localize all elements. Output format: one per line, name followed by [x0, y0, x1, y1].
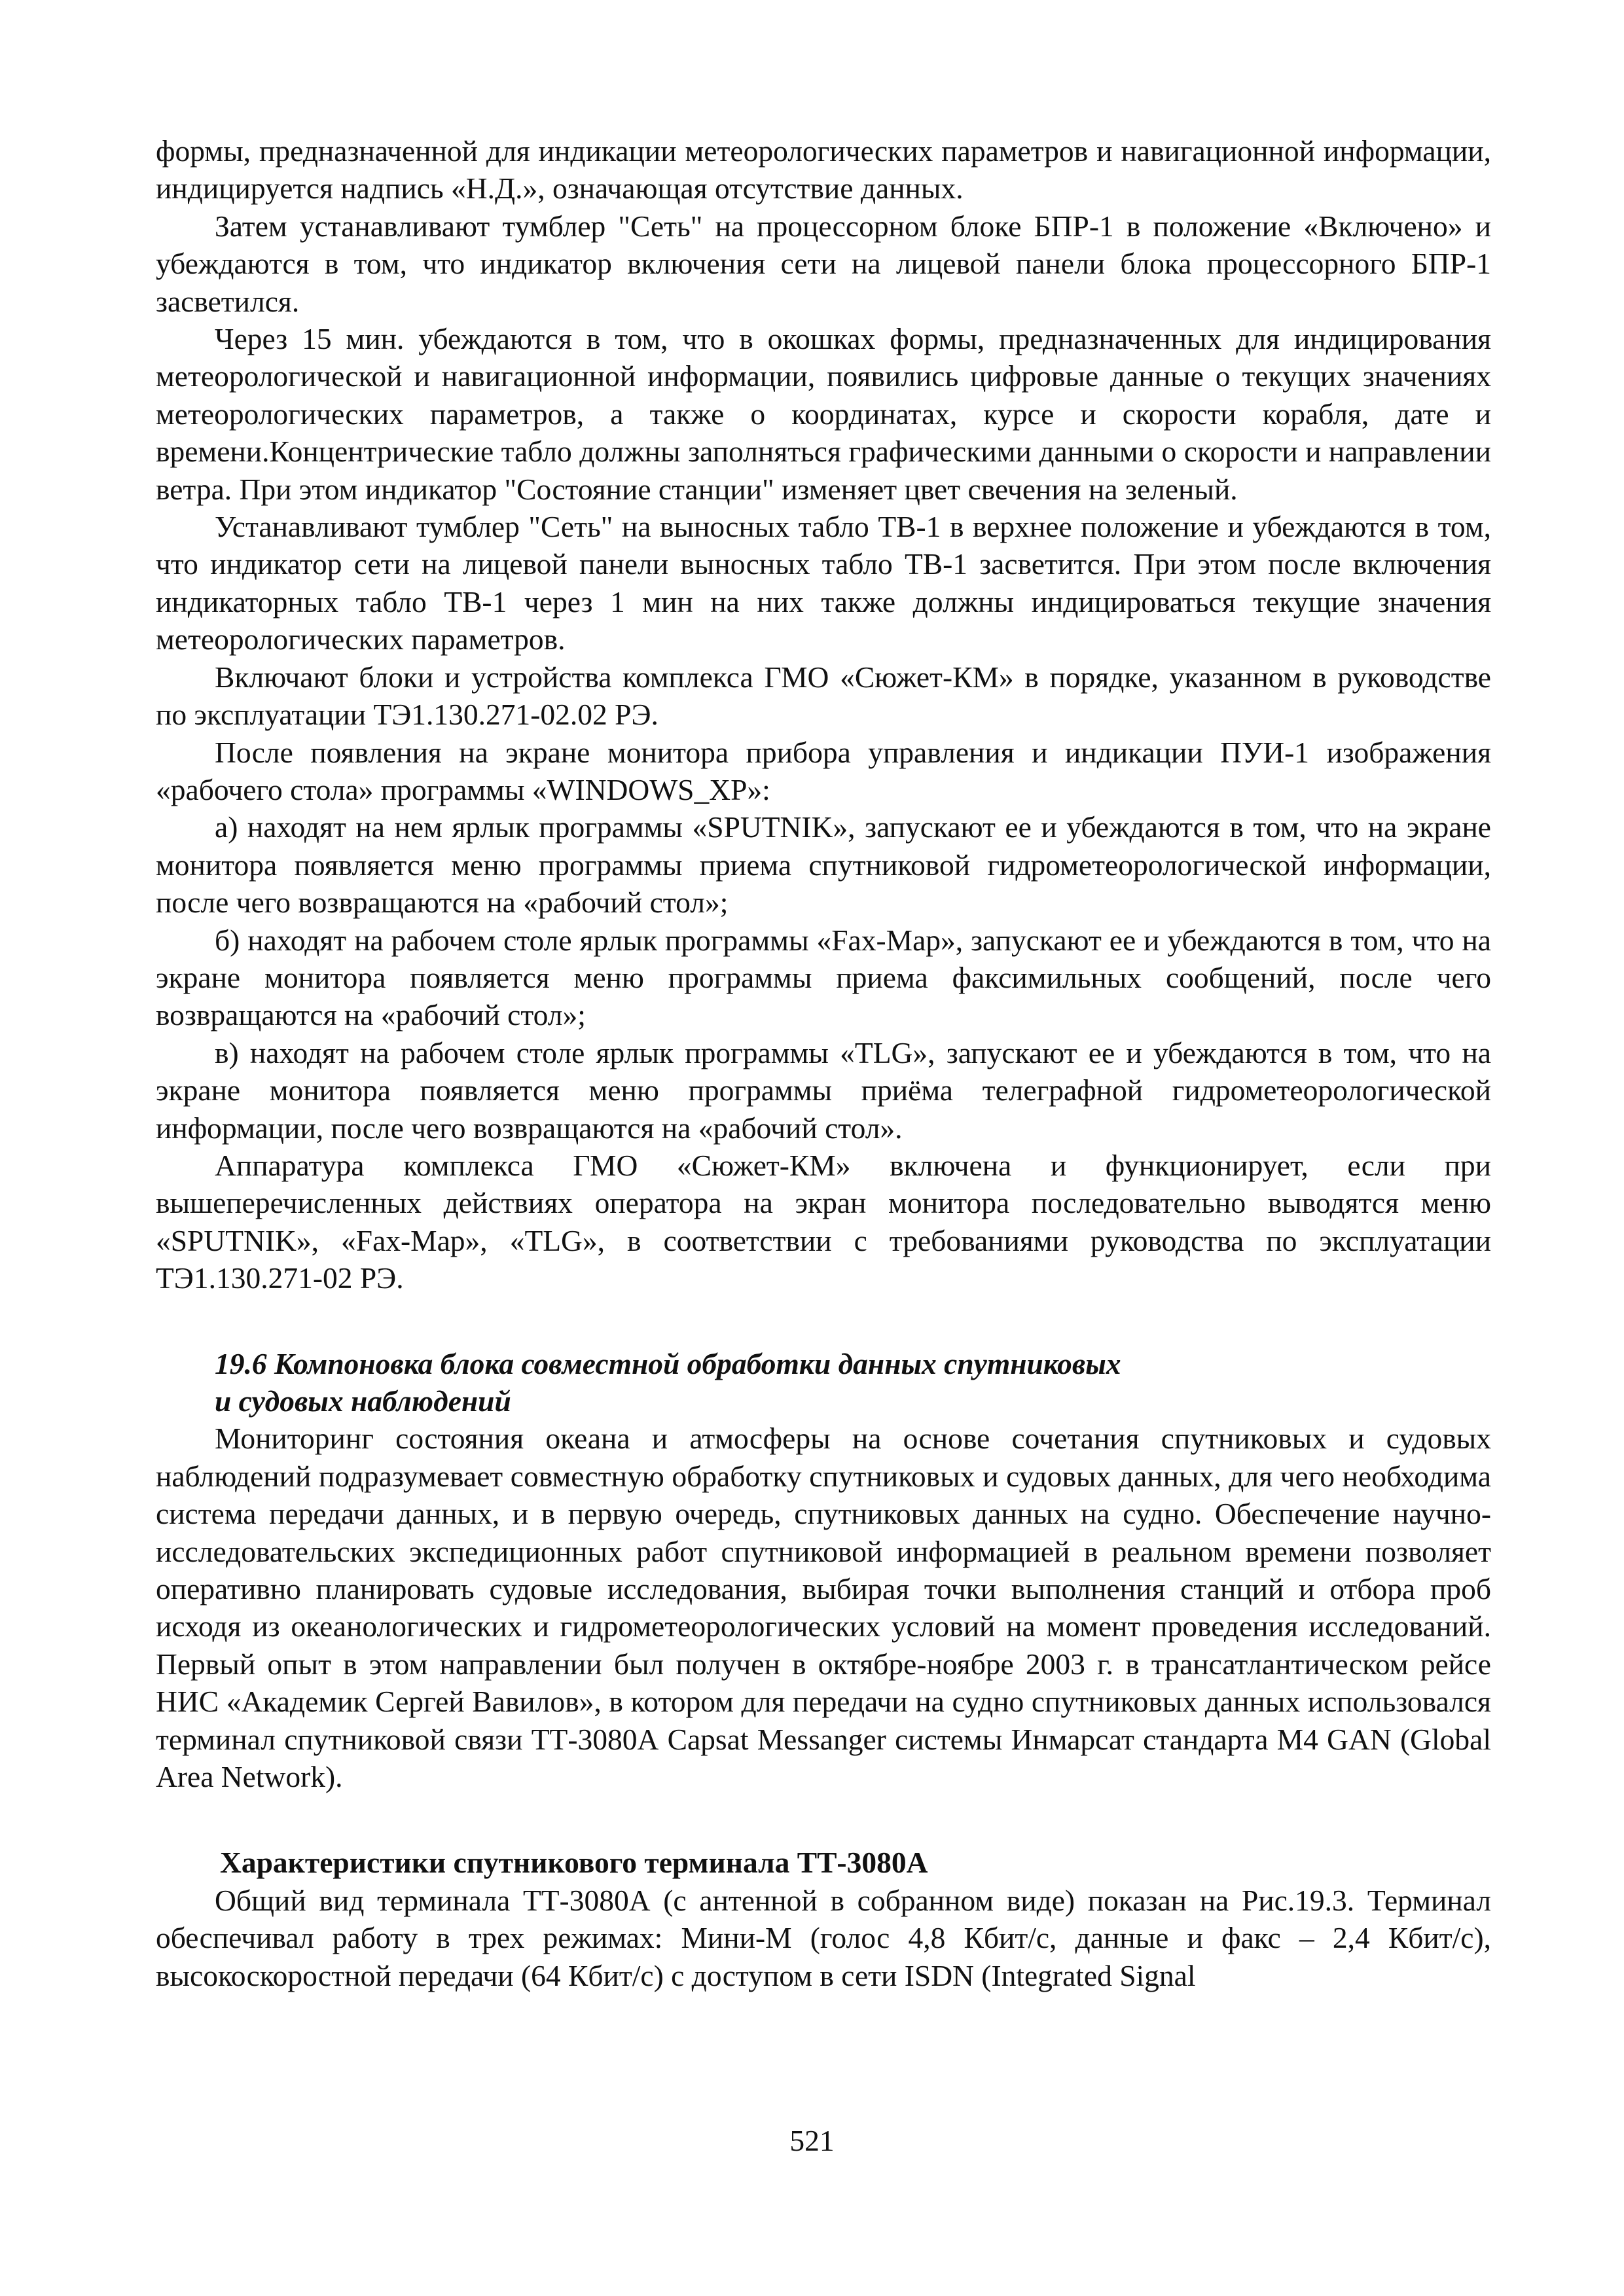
paragraph-enable-blocks: Включают блоки и устройства комплекса ГМО «Сюжет-КМ» в порядке, указанном в руководстве по эксплуатации ТЭ1.130.271-02.02 РЭ.: [156, 660, 1491, 732]
list-item-fax-map: б) находят на рабочем столе ярлык программы «Fax-Map», запускают ее и убеждаются в том, что на экране монитора появляется меню программы приема факсимильных сообщений, после чего возвращаются на «рабочий стол»;: [156, 923, 1491, 1032]
section-paragraph: Мониторинг состояния океана и атмосферы на основе сочетания спутниковых и судовых наблюдений подразумевает совместную обработку спутниковых и судовых данных, для чего необходима система передачи данных, и в первую очередь, спутниковых данных на судно. Обеспечение научно-исследовательских экспедиционных работ спутниковой информацией в реальном времени позволяет оперативно планировать судовые исследования, выбирая точки выполнения станций и отбора проб исходя из океанологических и гидрометеорологических условий на момент проведения исследований. Первый опыт в этом направлении был получен в октябре-ноябре 2003 г. в трансатлантическом рейсе НИС «Академик Сергей Вавилов», в котором для передачи на судно спутниковых данных использовался терминал спутниковой связи ТТ-3080А Capsat Messanger системы Инмарсат стандарта M4 GAN (Global Area Network).: [156, 1422, 1491, 1794]
list-item-sputnik: а) находят на нем ярлык программы «SPUTNIK», запускают ее и убеждаются в том, что на экране монитора появляется меню программы приема спутниковой гидрометеорологической информации, после чего возвращаются на «рабочий стол»;: [156, 810, 1491, 920]
paragraph-remote-displays: Устанавливают тумблер "Сеть" на выносных табло ТВ-1 в верхнее положение и убеждаются в том, что индикатор сети на лицевой панели выносных табло ТВ-1 засветится. При этом после включения индикаторных табло ТВ-1 через 1 мин на них также должны индицироваться текущие значения метеорологических параметров.: [156, 510, 1491, 656]
paragraph-desktop-appears: После появления на экране монитора прибора управления и индикации ПУИ-1 изображения «рабочего стола» программы «WINDOWS_XP»:: [156, 735, 1491, 806]
section-title: [215, 1345, 1327, 1420]
paragraph-terminal-overview: Общий вид терминала ТТ-3080А (с антенной в собранном виде) показан на Рис.19.3. Терминал обеспечивал работу в трех режимах: Мини-М (голос 4,8 Кбит/с, данные и факс – 2,4 Кбит/с), высокоскоростной передачи (64 Кбит/с) с доступом в сети ISDN (Integrated Signal: [156, 1883, 1491, 1992]
paragraph-conclusion: Аппаратура комплекса ГМО «Сюжет-КМ» включена и функционирует, если при вышеперечисленных действиях оператора на экран монитора последовательно выводятся меню «SPUTNIK», «Fax-Map», «TLG», в соответствии с требованиями руководства по эксплуатации ТЭ1.130.271-02 РЭ.: [156, 1148, 1491, 1295]
list-item-tlg: в) находят на рабочем столе ярлык программы «TLG», запускают ее и убеждаются в том, что на экране монитора появляется меню программы приёма телеграфной гидрометеорологической информации, после чего возвращаются на «рабочий стол».: [156, 1035, 1491, 1145]
subsection-heading: Характеристики спутникового терминала ТТ-3080А: [220, 1846, 928, 1880]
section-title-line-2: и судовых наблюдений: [215, 1384, 511, 1418]
section-title-line-1: 19.6 Компоновка блока совместной обработки данных спутниковых: [215, 1346, 1121, 1380]
paragraph-continuation: формы, предназначенной для индикации метеорологических параметров и навигационной информации, индицируется надпись «Н.Д.», означающая отсутствие данных.: [156, 134, 1491, 206]
paragraph-network-switch: Затем устанавливают тумблер "Сеть" на процессорном блоке БПР-1 в положение «Включено» и убеждаются в том, что индикатор включения сети на лицевой панели блока процессорного БПР-1 засветился.: [156, 209, 1491, 318]
page-body: [156, 132, 1491, 1994]
page-number: 521: [789, 2124, 835, 2157]
paragraph-data-display: Через 15 мин. убеждаются в том, что в окошках формы, предназначенных для индицирования метеорологической и навигационной информации, появились цифровые данные о текущих значениях метеорологических параметров, а также о координатах, курсе и скорости корабля, дате и времени.Концентрические табло должны заполняться графическими данными о скорости и направлении ветра. При этом индикатор "Состояние станции" изменяет цвет свечения на зеленый.: [156, 322, 1491, 506]
